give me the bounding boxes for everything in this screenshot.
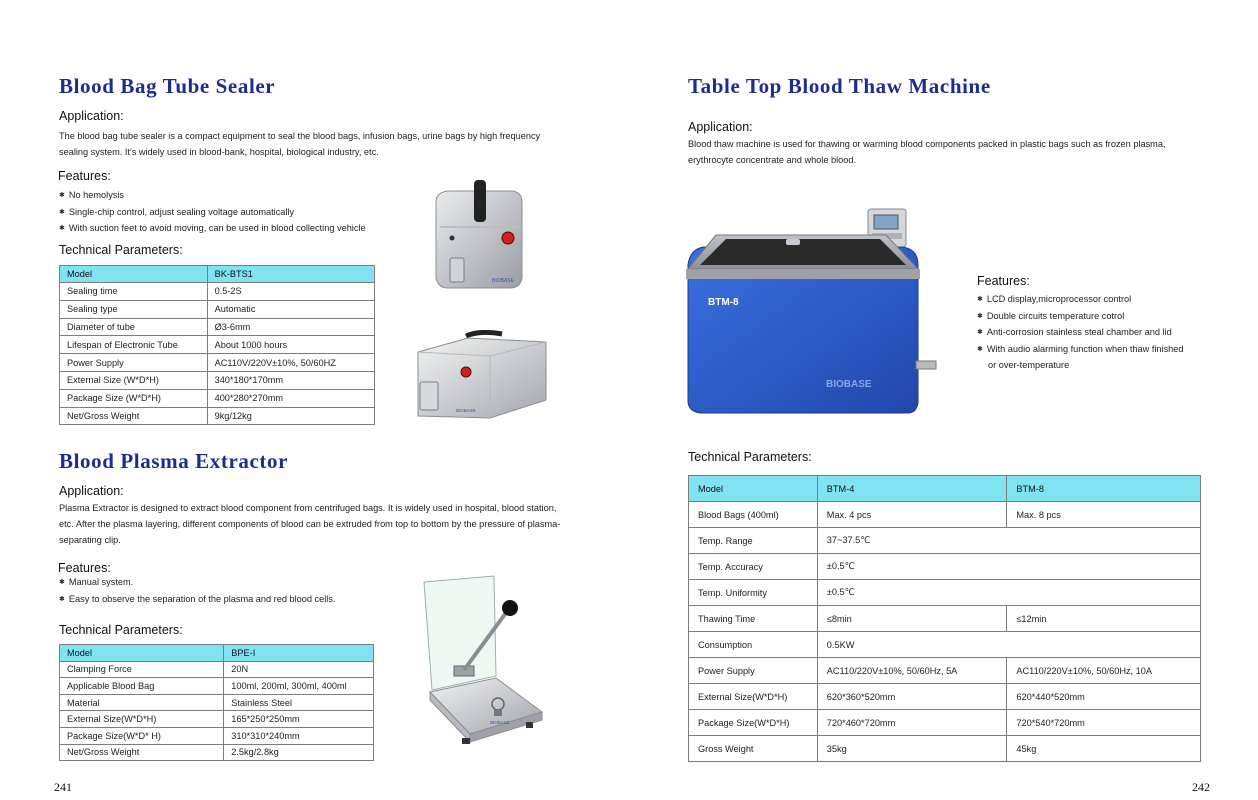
table-row: Gross Weight 35kg 45kg (689, 736, 1201, 762)
table-row: External Size(W*D*H) 165*250*250mm (60, 711, 374, 728)
table-row: Diameter of tube Ø3-6mm (60, 318, 375, 336)
sealer-product-image-angle (410, 330, 550, 422)
knob-icon (502, 600, 518, 616)
table-row: Power Supply AC110/220V±10%, 50/60Hz, 5A AC110/220V±10%, 50/60Hz, 10A (689, 658, 1201, 684)
sealer-features-heading: Features: (58, 169, 111, 183)
table-row: Model BK-BTS1 (60, 266, 375, 283)
table-row: Temp. Accuracy ±0.5℃ (689, 554, 1201, 580)
handle-icon (466, 332, 502, 336)
feature-item: ✱ LCD display,microprocessor control (977, 292, 1184, 309)
table-row: Sealing time 0.5-2S (60, 283, 375, 301)
svg-text:BIOBASE: BIOBASE (826, 379, 872, 390)
svg-text:BTM-8: BTM-8 (708, 297, 739, 308)
feature-item-continuation: or over-temperature (988, 360, 1070, 370)
svg-text:BIOBASE: BIOBASE (490, 720, 510, 725)
table-row: Temp. Uniformity ±0.5℃ (689, 580, 1201, 606)
thaw-spec-table (688, 475, 1201, 762)
extractor-tech-heading: Technical Parameters: (59, 623, 183, 637)
feature-item: ✱ Double circuits temperature cotrol (977, 309, 1184, 326)
svg-text:BIOBASE: BIOBASE (492, 278, 514, 284)
thaw-title: Table Top Blood Thaw Machine (688, 74, 991, 98)
table-row: Package Size(W*D*H) 720*460*720mm 720*540*720mm (689, 710, 1201, 736)
table-row: Power Supply AC110V/220V±10%, 50/60HZ (60, 354, 375, 372)
table-row: Package Size (W*D*H) 400*280*270mm (60, 389, 375, 407)
table-row: External Size(W*D*H) 620*360*520mm 620*440*520mm (689, 684, 1201, 710)
sealer-application-heading: Application: (59, 109, 124, 123)
table-row: Net/Gross Weight 2.5kg/2.8kg (60, 744, 374, 761)
feature-item: ✱ Manual system. (59, 575, 335, 592)
table-row: Sealing type Automatic (60, 300, 375, 318)
extractor-application-heading: Application: (59, 484, 124, 498)
svg-text:BIOBASE: BIOBASE (456, 408, 476, 413)
table-row: Net/Gross Weight 9kg/12kg (60, 407, 375, 425)
sealer-spec-table (59, 265, 375, 425)
extractor-spec-table (59, 644, 374, 761)
feature-item: ✱ Easy to observe the separation of the plasma and red blood cells. (59, 592, 335, 609)
sealer-title: Blood Bag Tube Sealer (59, 74, 276, 98)
extractor-product-image (410, 574, 550, 750)
sealer-features-list (59, 188, 366, 238)
page-number-right: 242 (1192, 780, 1210, 794)
table-row: Blood Bags (400ml) Max. 4 pcs Max. 8 pcs (689, 502, 1201, 528)
thaw-application-text: Blood thaw machine is used for thawing or warming blood components packed in plastic bags such as frozen plasma, erythrocyte concentrate and whole blood. (688, 139, 1166, 165)
table-row: Temp. Range 37~37.5℃ (689, 528, 1201, 554)
thaw-tech-heading: Technical Parameters: (688, 450, 812, 464)
table-row: Model BPE-I (60, 645, 374, 662)
page-number-left: 241 (54, 780, 72, 794)
sealer-application-text: The blood bag tube sealer is a compact equipment to seal the blood bags, infusion bags, urine bags by high frequency sealing system. It's widely used in blood-bank, hospital, biological industry, etc. (59, 131, 541, 157)
feature-item: ✱ Anti-corrosion stainless steal chamber and lid (977, 325, 1184, 342)
feature-item: ✱ With audio alarming function when thaw finished (977, 342, 1184, 359)
sealer-tech-heading: Technical Parameters: (59, 243, 183, 257)
table-row: Consumption 0.5KW (689, 632, 1201, 658)
thaw-features-list (977, 292, 1184, 374)
table-row: Applicable Blood Bag 100ml, 200ml, 300ml, 400ml (60, 678, 374, 695)
feature-item: ✱ With suction feet to avoid moving, can be used in blood collecting vehicle (59, 221, 366, 238)
thaw-machine-image (686, 205, 940, 417)
table-row: External Size (W*D*H) 340*180*170mm (60, 371, 375, 389)
extractor-features-list (59, 575, 335, 608)
feature-item: ✱ No hemolysis (59, 188, 366, 205)
table-row: Model BTM-4 BTM-8 (689, 476, 1201, 502)
feature-item: ✱ Single-chip control, adjust sealing voltage automatically (59, 205, 366, 222)
table-row: Material Stainless Steel (60, 694, 374, 711)
thaw-application-heading: Application: (688, 120, 753, 134)
thaw-features-heading: Features: (977, 274, 1030, 288)
table-row: Lifespan of Electronic Tube About 1000 hours (60, 336, 375, 354)
table-row: Package Size(W*D* H) 310*310*240mm (60, 727, 374, 744)
sealer-product-image-top (430, 178, 528, 296)
table-row: Clamping Force 20N (60, 661, 374, 678)
table-row: Thawing Time ≤8min ≤12min (689, 606, 1201, 632)
handle-icon (474, 180, 486, 222)
extractor-title: Blood Plasma Extractor (59, 449, 289, 473)
extractor-application-text: Plasma Extractor is designed to extract blood component from centrifuged bags. It is widely used in hospital, blood station, etc. After the plasma layering, different components of blood can be extruded from top to bottom by the pressure of plasma-separating clip. (59, 503, 561, 545)
extractor-features-heading: Features: (58, 561, 111, 575)
